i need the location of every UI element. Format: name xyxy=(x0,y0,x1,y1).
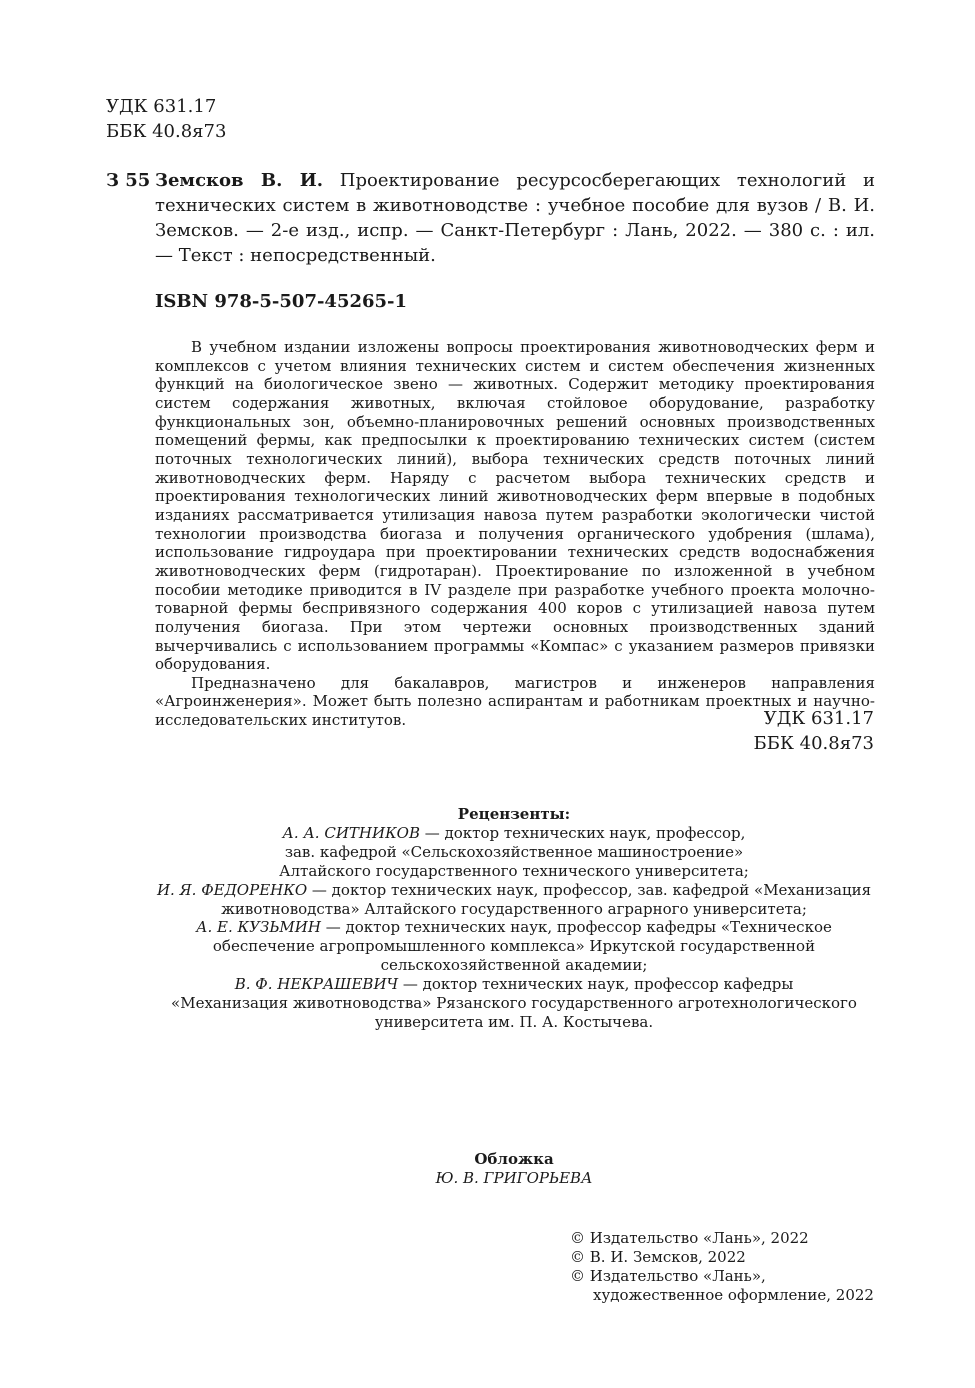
author-mark: З 55 xyxy=(106,170,151,191)
abstract-paragraph: В учебном издании изложены вопросы проектирования животноводческих ферм и комплексов с учетом влияния технических систем и систем обеспечения жизненных функций на биологическое звено — животных. Содержит методику проектирования систем содержания животных, включая стойловое оборудование, разработку функциональных зон, объемно-планировочных решений основных производственных помещений фермы, как предпосылки к проектированию технических систем (систем поточных технологических линий), выбора технических средств поточных линий животноводческих ферм. Наряду с расчетом выбора технических средств и проектирования технологических линий животноводческих ферм впервые в подобных изданиях рассматривается утилизация навоза путем разработки экологически чистой технологии производства биогаза и получения органического удобрения (шлама), использование гидроудара при проектировании технических средств водоснабжения животноводческих ферм (гидротаран). Проектирование по изложенной в учебном пособии методике приводится в IV разделе при разработке учебного проекта молочно-товарной фермы беспривязного содержания 400 коров с утилизацией навоза путем получения биогаза. При этом чертежи основных производственных зданий вычерчивались с использованием программы «Компас» с указанием размеров привязки оборудования. xyxy=(155,338,875,674)
reviewers-title: Рецензенты: xyxy=(457,805,571,823)
reviewers-block xyxy=(140,805,888,1032)
bbk-code: ББК 40.8я73 xyxy=(106,121,227,142)
cover-credit xyxy=(140,1150,888,1188)
copyright-line: художественное оформление, 2022 xyxy=(593,1286,874,1304)
copyright-line: © Издательство «Лань», xyxy=(570,1267,766,1285)
reviewer-name: В. Ф. НЕКРАШЕВИЧ xyxy=(234,975,399,994)
udk-code: УДК 631.17 xyxy=(106,96,217,117)
isbn: ISBN 978-5-507-45265-1 xyxy=(155,291,408,312)
reviewer-entry: А. А. СИТНИКОВ — доктор технических наук, профессор, зав. кафедрой «Сельскохозяйственное машиностроение» Алтайского государственного технического университета; xyxy=(279,823,749,880)
biblio-author: Земсков В. И. xyxy=(155,170,323,191)
bibliographic-description xyxy=(155,168,875,268)
abstract xyxy=(155,338,875,730)
biblio-text: Проектирование ресурсосберегающих технологий и технических систем в животноводстве : учебное пособие для вузов / В. И. Земсков. — 2-е изд., испр. — Санкт-Петербург : Лань, 2022. — 380 с. : ил. — Текст : непосредственный. xyxy=(155,170,875,266)
reviewer-name: И. Я. ФЕДОРЕНКО xyxy=(156,880,308,899)
copyright-block xyxy=(570,1229,874,1305)
copyright-line: © Издательство «Лань», 2022 xyxy=(570,1229,809,1247)
reviewer-entry: В. Ф. НЕКРАШЕВИЧ — доктор технических наук, профессор кафедры «Механизация животноводства» Рязанского государственного агротехнологического университета им. П. А. Костычева. xyxy=(171,975,857,1031)
abstract-paragraph: Предназначено для бакалавров, магистров и инженеров направления «Агроинженерия». Может быть полезно аспирантам и работникам проектных и научно-исследовательских институтов. xyxy=(155,673,875,730)
classification-codes-bottom xyxy=(754,706,874,756)
udk-code: УДК 631.17 xyxy=(763,708,874,729)
classification-codes-top xyxy=(106,94,226,144)
reviewer-entry: И. Я. ФЕДОРЕНКО — доктор технических наук, профессор, зав. кафедрой «Механизация животноводства» Алтайского государственного аграрного университета; xyxy=(156,880,872,918)
reviewer-name: А. А. СИТНИКОВ xyxy=(282,823,420,842)
bbk-code: ББК 40.8я73 xyxy=(753,733,874,754)
cover-title: Обложка xyxy=(474,1150,554,1168)
reviewer-entry: А. Е. КУЗЬМИН — доктор технических наук, профессор кафедры «Техническое обеспечение агропромышленного комплекса» Иркутской государственной сельскохозяйственной академии; xyxy=(196,918,832,975)
cover-artist: Ю. В. ГРИГОРЬЕВА xyxy=(435,1168,593,1187)
copyright-line: © В. И. Земсков, 2022 xyxy=(570,1248,746,1266)
reviewer-name: А. Е. КУЗЬМИН xyxy=(196,918,321,937)
